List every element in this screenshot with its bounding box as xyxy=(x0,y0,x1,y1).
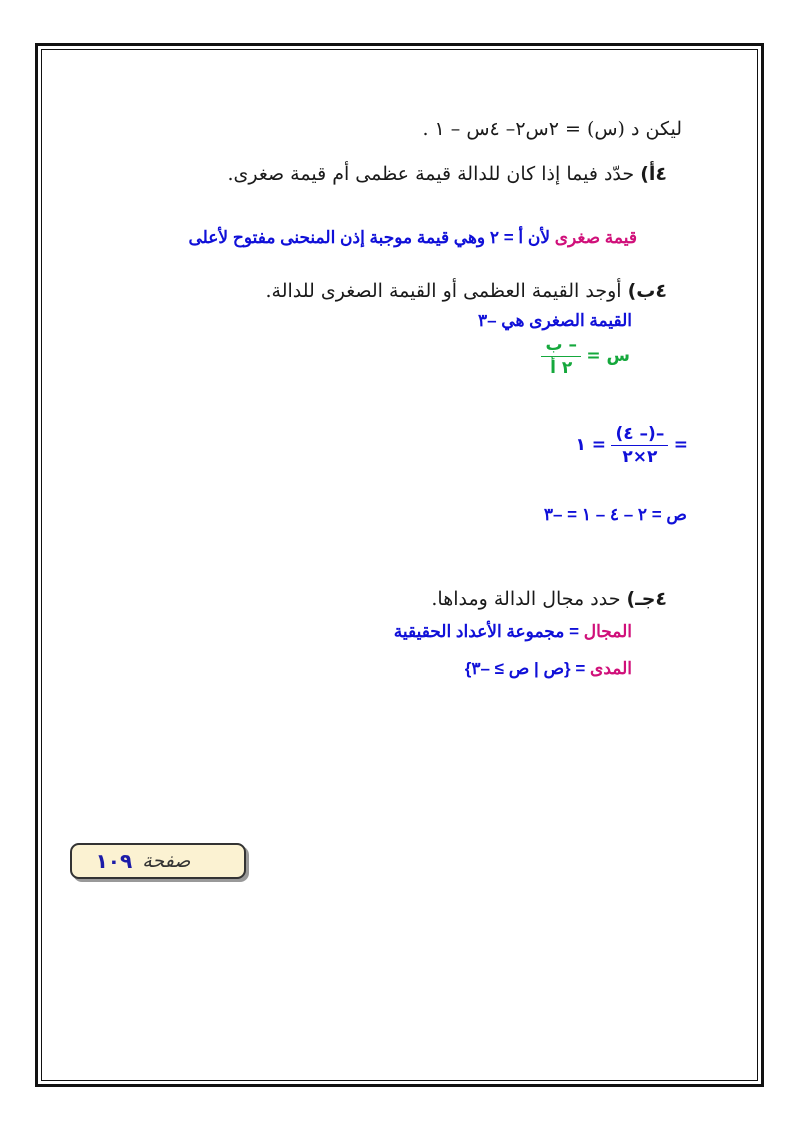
substitution-denominator: ٢×٢ xyxy=(622,447,658,467)
page-border-inner xyxy=(41,49,758,1081)
vertex-formula-denominator: ٢ أ xyxy=(550,358,573,378)
answer-a-term: قيمة صغرى xyxy=(554,228,637,247)
domain-statement xyxy=(394,622,632,642)
range-label: المدى xyxy=(590,659,632,678)
question-a-label: ٤أ) xyxy=(640,163,667,185)
substitution-fraction xyxy=(611,423,668,468)
question-b xyxy=(265,280,667,302)
vertex-formula-numerator: – ب xyxy=(541,334,581,357)
page-number-badge xyxy=(70,843,246,879)
range-value: = {ص | ص ≥ –٣} xyxy=(464,659,586,678)
function-definition-text: ليكن د (س) = ٢س٢– ٤س – ١ . xyxy=(422,118,682,140)
substitution xyxy=(576,423,689,468)
vertex-formula-lhs: س = xyxy=(586,346,630,366)
y-calculation xyxy=(544,505,687,525)
function-definition xyxy=(422,118,682,140)
page-number: ١٠٩ xyxy=(95,849,133,873)
question-a xyxy=(227,163,667,185)
answer-a-reason: لأن أ = ٢ وهي قيمة موجبة إذن المنحنى مفتوح لأعلى xyxy=(188,228,551,247)
substitution-numerator: –(– ٤) xyxy=(611,423,668,446)
range-statement xyxy=(465,659,632,679)
question-c-label: ٤جـ) xyxy=(626,588,667,610)
substitution-lhs: = xyxy=(673,435,688,455)
question-a-text: حدّد فيما إذا كان للدالة قيمة عظمى أم قيمة صغرى. xyxy=(227,163,635,185)
y-calculation-text: ص = ٢ – ٤ – ١ = –٣ xyxy=(543,505,687,524)
answer-a xyxy=(188,228,637,248)
substitution-result: = ١ xyxy=(575,435,607,455)
domain-value: = مجموعة الأعداد الحقيقية xyxy=(393,622,580,641)
min-value-statement xyxy=(478,311,632,331)
page-word: صفحة xyxy=(142,850,191,872)
min-value-text: القيمة الصغرى هي –٣ xyxy=(477,311,632,330)
question-b-label: ٤ب) xyxy=(627,280,667,302)
question-c-text: حدد مجال الدالة ومداها. xyxy=(431,588,621,610)
vertex-formula xyxy=(541,334,630,379)
vertex-formula-fraction xyxy=(541,334,581,379)
domain-label: المجال xyxy=(583,622,632,641)
question-b-text: أوجد القيمة العظمى أو القيمة الصغرى للدالة. xyxy=(265,280,622,302)
question-c xyxy=(431,588,667,610)
